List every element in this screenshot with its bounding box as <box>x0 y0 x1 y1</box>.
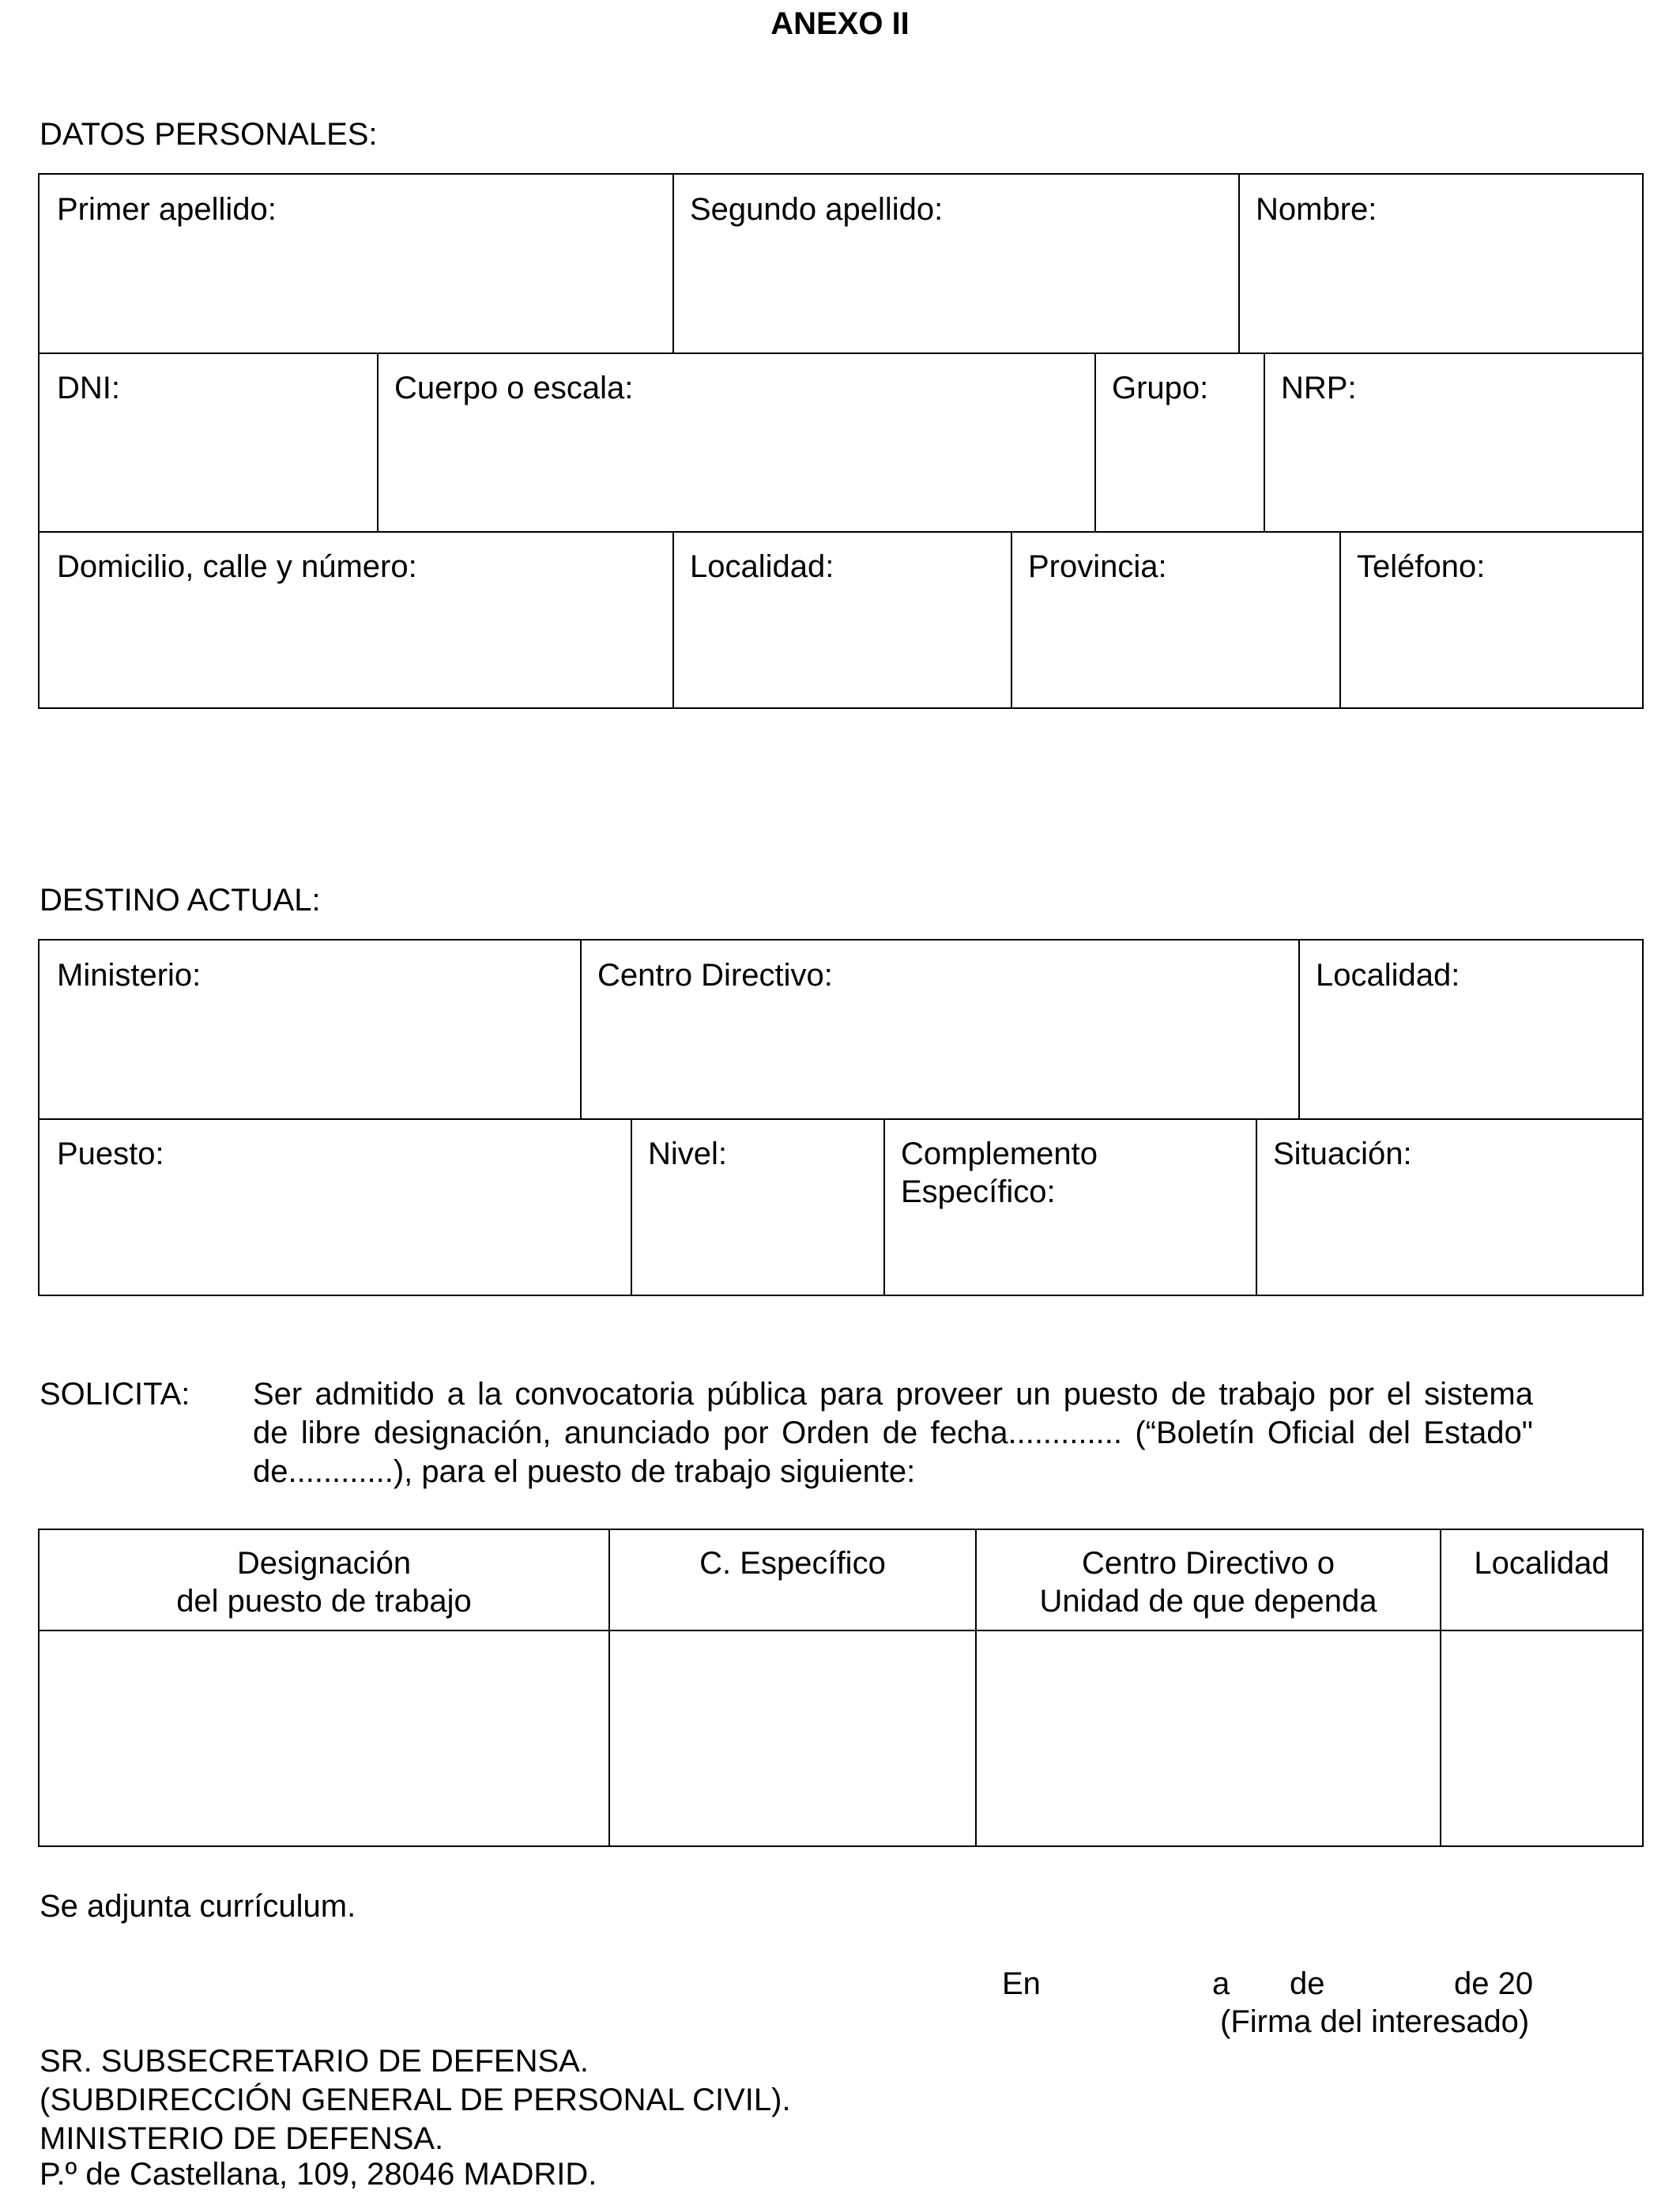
col-centro-line-2: Unidad de que dependa <box>1039 1584 1377 1619</box>
col-centro-line-1: Centro Directivo o <box>1081 1546 1335 1581</box>
col-centro-header <box>977 1544 1440 1620</box>
provincia-field[interactable]: Provincia: <box>1028 549 1167 584</box>
segundo-apellido-field[interactable]: Segundo apellido: <box>690 192 944 227</box>
cuerpo-escala-field[interactable]: Cuerpo o escala: <box>394 371 634 405</box>
personal-data-heading: DATOS PERSONALES: <box>40 117 378 152</box>
ministerio-field[interactable]: Ministerio: <box>57 958 202 993</box>
adjunta-curriculum-text: Se adjunta currículum. <box>40 1889 356 1924</box>
localidad-field[interactable]: Localidad: <box>690 549 834 584</box>
page-title: ANEXO II <box>770 6 910 41</box>
complemento-line-2: Específico: <box>901 1174 1056 1209</box>
fecha-en: En <box>1002 1966 1041 2001</box>
designacion-input-cell[interactable] <box>40 1631 608 1845</box>
destino-localidad-field[interactable]: Localidad: <box>1316 958 1460 993</box>
fecha-de-2: de 20 <box>1454 1966 1534 2001</box>
destino-actual-table <box>38 939 1644 1296</box>
col-designacion-line-2: del puesto de trabajo <box>176 1584 472 1619</box>
domicilio-field[interactable]: Domicilio, calle y número: <box>57 549 417 584</box>
col-localidad-header: Localidad <box>1474 1546 1610 1581</box>
puesto-field[interactable]: Puesto: <box>57 1137 164 1171</box>
especifico-input-cell[interactable] <box>610 1631 975 1845</box>
col-designacion-header <box>40 1544 608 1620</box>
solicita-paragraph <box>253 1375 1533 1491</box>
complemento-especifico-field[interactable] <box>901 1135 1098 1211</box>
fecha-de-1: de <box>1290 1966 1325 2001</box>
complemento-line-1: Complemento <box>901 1137 1098 1171</box>
destinatario-line-1: SR. SUBSECRETARIO DE DEFENSA. <box>40 2044 589 2079</box>
destino-actual-heading: DESTINO ACTUAL: <box>40 883 321 918</box>
solicita-label: SOLICITA: <box>40 1377 190 1412</box>
grupo-field[interactable]: Grupo: <box>1112 371 1209 405</box>
centro-input-cell[interactable] <box>977 1631 1440 1845</box>
destinatario-line-4: P.º de Castellana, 109, 28046 MADRID. <box>40 2157 597 2192</box>
situacion-field[interactable]: Situación: <box>1273 1137 1412 1171</box>
centro-directivo-field[interactable]: Centro Directivo: <box>597 958 833 993</box>
destinatario-line-3: MINISTERIO DE DEFENSA. <box>40 2121 444 2156</box>
telefono-field[interactable]: Teléfono: <box>1357 549 1486 584</box>
col-especifico-header: C. Específico <box>699 1546 886 1581</box>
solicita-line-2: de libre designación, anunciado por Orden de fecha............. (“Boletín Oficial del Estado" <box>253 1416 1533 1450</box>
destinatario-line-2: (SUBDIRECCIÓN GENERAL DE PERSONAL CIVIL). <box>40 2083 791 2117</box>
primer-apellido-field[interactable]: Primer apellido: <box>57 192 277 227</box>
solicita-line-3: de............), para el puesto de trabajo siguiente: <box>253 1454 916 1489</box>
nrp-field[interactable]: NRP: <box>1281 371 1357 405</box>
solicita-line-1: Ser admitido a la convocatoria pública para proveer un puesto de trabajo por el sistema <box>253 1377 1533 1412</box>
fecha-a: a <box>1212 1966 1230 2001</box>
dni-field[interactable]: DNI: <box>57 371 120 405</box>
personal-data-table <box>38 173 1644 709</box>
puesto-solicitado-table <box>38 1529 1644 1847</box>
nombre-field[interactable]: Nombre: <box>1256 192 1377 227</box>
col-designacion-line-1: Designación <box>236 1546 412 1581</box>
nivel-field[interactable]: Nivel: <box>648 1137 728 1171</box>
firma-interesado: (Firma del interesado) <box>1220 2004 1530 2039</box>
localidad-input-cell[interactable] <box>1441 1631 1642 1845</box>
